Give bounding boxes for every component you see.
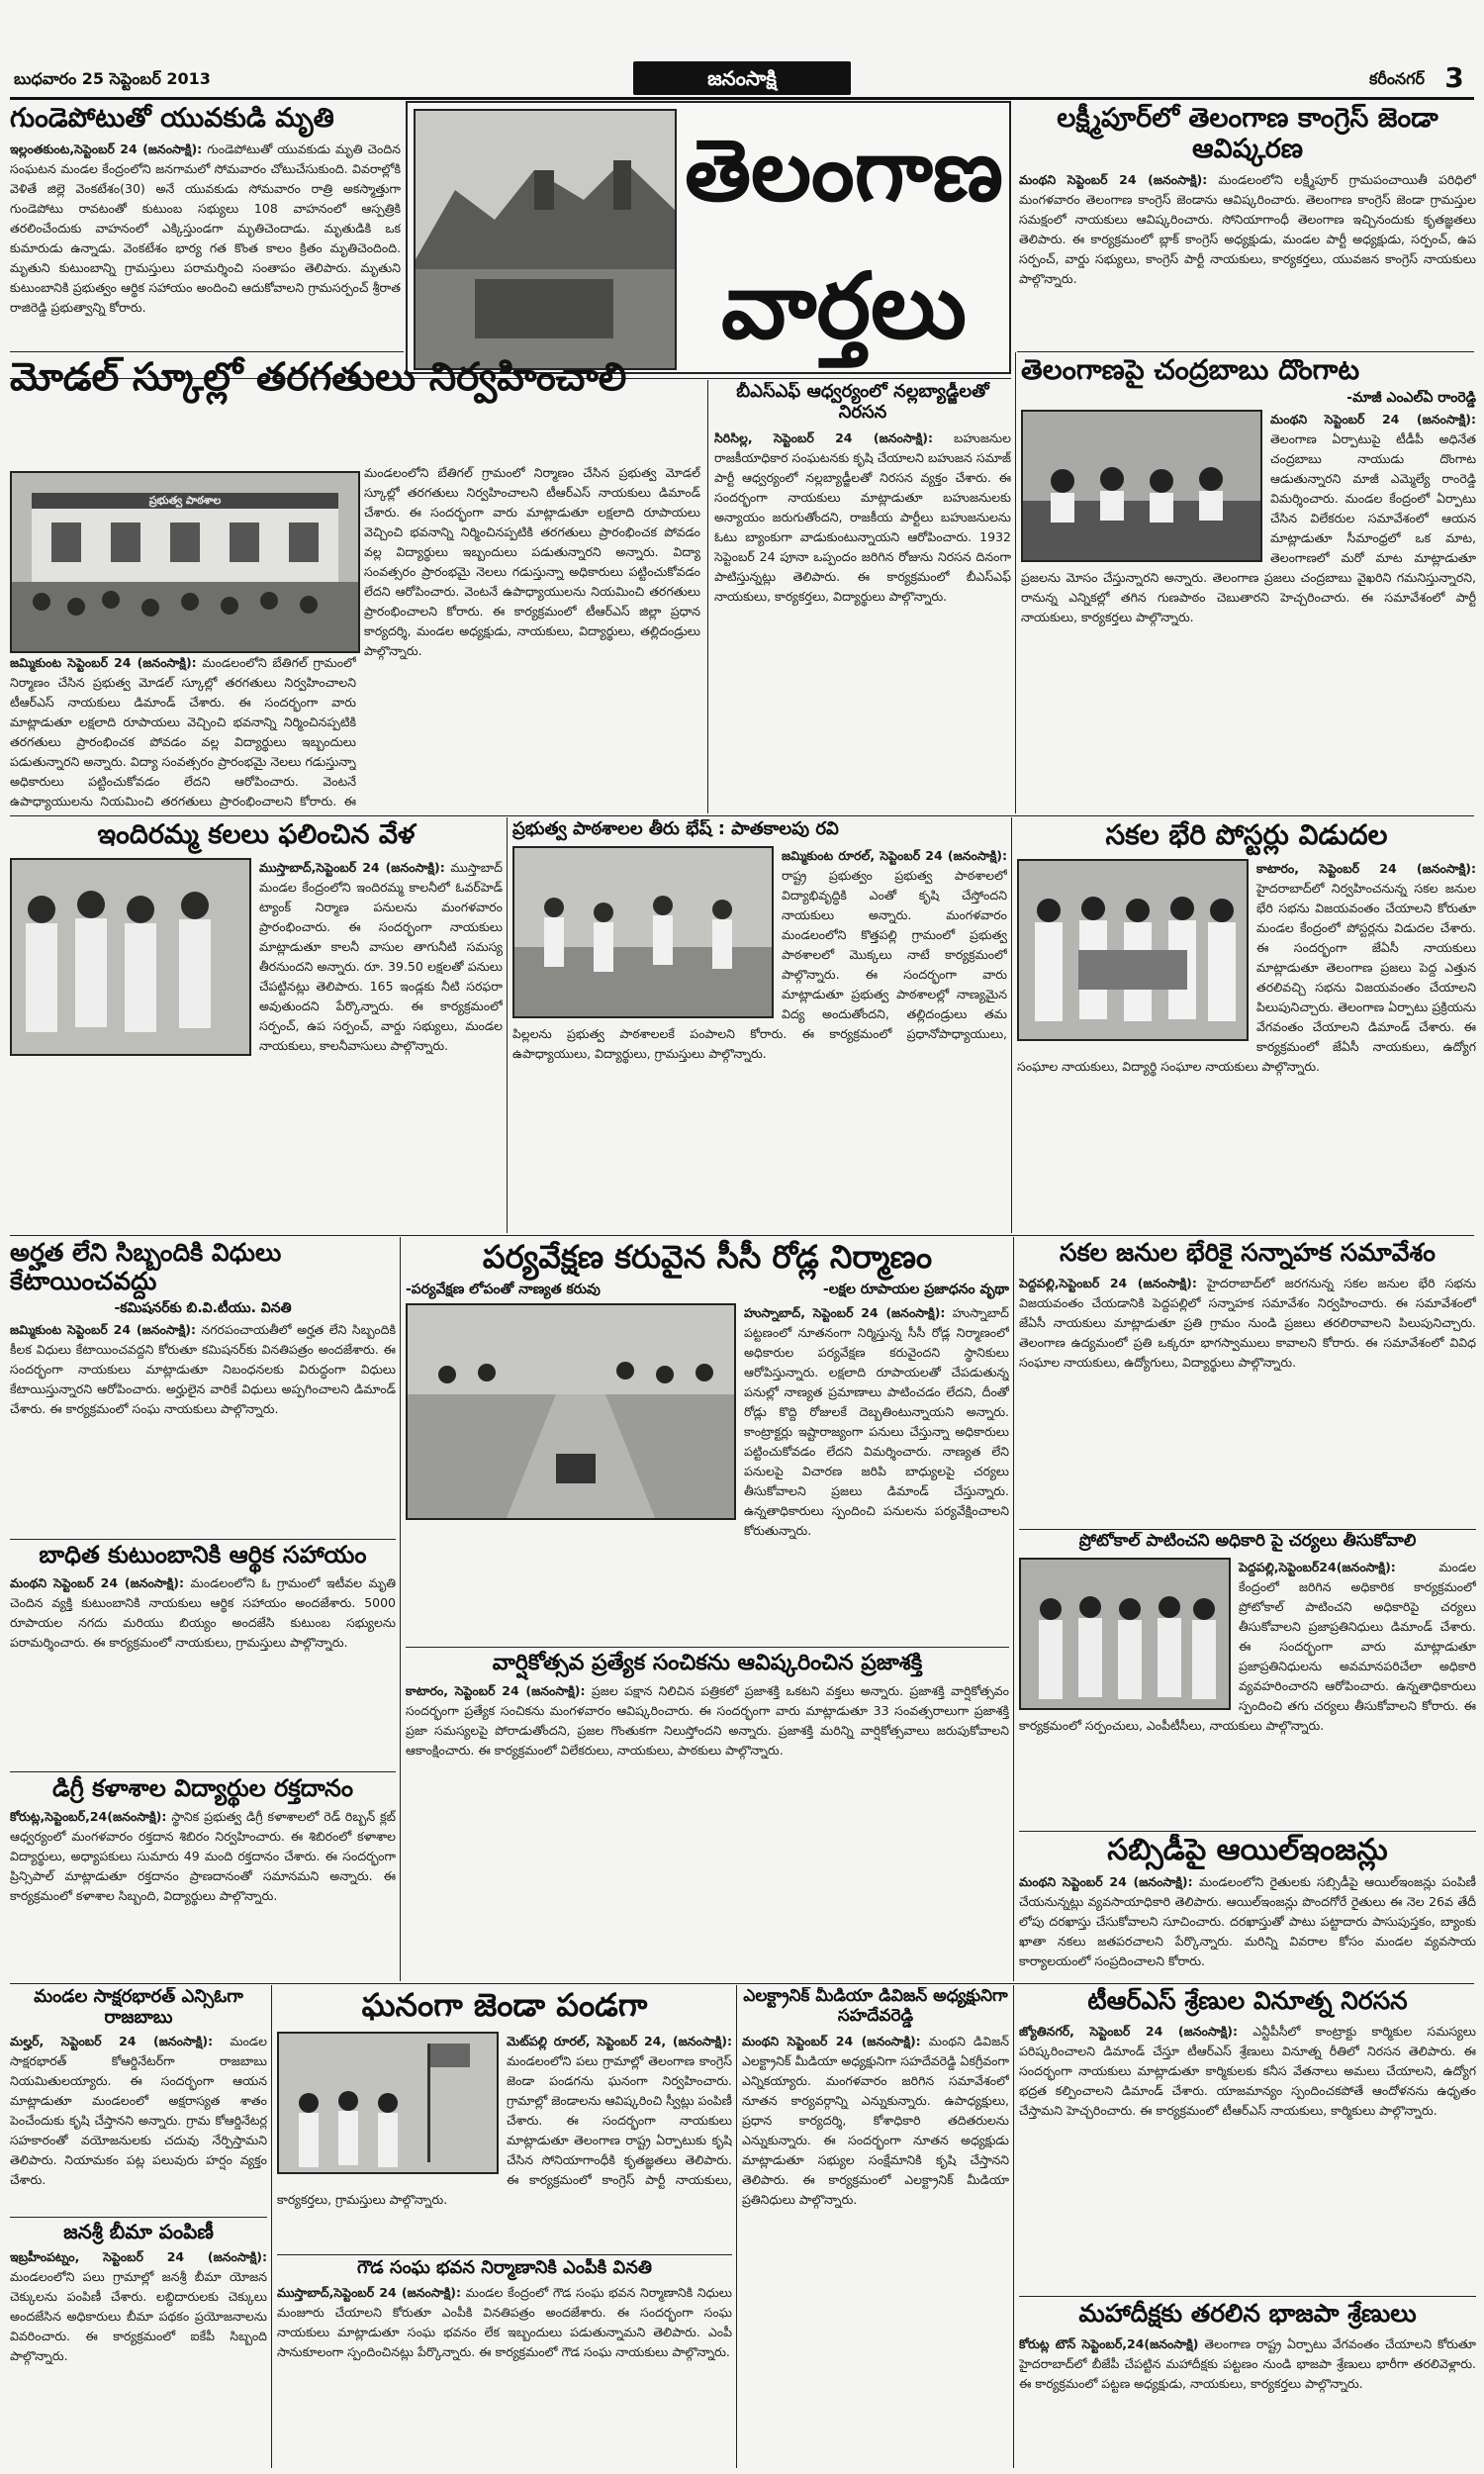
article-body: మండలంలోని బేతిగల్ గ్రామంలో నిర్మాణం చేసిన ప్రభుత్వ మోడల్ స్కూల్లో తరగతులు నిర్వహించాలని టీఆర్ఎస్ నాయకులు డిమాండ్ చేశారు. ఈ సందర్భంగా వారు మాట్లాడుతూ లక్షలాది రూపాయలు వెచ్చించి భవనాన్ని నిర్మించినప్పటికి తరగతులు ప్రారంభించక పోవడం వల్ల విద్యార్థులు ఇబ్బందులు పడుతున్నారని అన్నారు. విద్యా సంవత్సరం ప్రారంభమై నెలలు గడుస్తున్నా అధికారులు పట్టించుకోవడం లేదని ఆరోపించారు. వెంటనే ఉపాధ్యాయులను నియమించి తరగతులు ప్రారంభించాలని కోరారు. ఈ కార్యక్రమంలో టీఆర్ఎస్ జిల్లా ప్రధాన కార్యదర్శి, మండల అధ్యక్షుడు, నాయకులు, విద్యార్థులు, తల్లిదండ్రులు పాల్గొన్నారు. xyxy=(364,465,700,658)
dateline: మంథని సెప్టెంబర్ 24 (జనంసాక్షి): xyxy=(1270,412,1476,428)
column-rule xyxy=(1013,1237,1014,1981)
photo-sign: ప్రభుత్వ పాఠశాల xyxy=(148,494,222,507)
fort-photo xyxy=(414,109,677,370)
rule xyxy=(1019,1529,1476,1530)
rule xyxy=(406,1647,1009,1648)
page-number: 3 xyxy=(1444,61,1464,94)
feature-line1: తెలంగాణ xyxy=(685,121,1003,221)
article-body: స్థానిక ప్రభుత్వ డిగ్రీ కళాశాలలో రెడ్ రిబ్బన్ క్లబ్ ఆధ్వర్యంలో మంగళవారం రక్తదాన శిబిరం నిర్వహించారు. ఈ శిబిరంలో కళాశాల విద్యార్థులు, అధ్యాపకులు సుమారు 49 మంది రక్తదానం చేశారు. ఈ సందర్భంగా ప్రిన్సిపాల్ మాట్లాడుతూ రక్తదానం ప్రాణదానంతో సమానమని అన్నారు. ఈ కార్యక్రమంలో కళాశాల సిబ్బంది, విద్యార్థులు పాల్గొన్నారు. xyxy=(10,1808,396,1903)
article-sakshara-bharat xyxy=(10,1987,267,2215)
headline: ఇందిరమ్మ కలలు ఫలించిన వేళ xyxy=(97,819,416,850)
subheadline: -కమిషనర్‌కు బి.వి.టీయు. వినతి xyxy=(114,1299,292,1316)
article-govt-schools xyxy=(512,819,1007,1233)
column-rule xyxy=(1013,1985,1014,2468)
article-body: హైదరాబాద్‌లో నిర్వహించనున్న సకల జనుల భేరి సభను విజయవంతం చేయాలని కోరుతూ మండల కేంద్రంలో పోస్టర్లను విడుదల చేశారు. ఈ సందర్భంగా జేఏసీ నాయకులు మాట్లాడుతూ తెలంగాణ ప్రజలు పెద్ద ఎత్తున తరలివచ్చి సభను విజయవంతం చేయాలని పిలుపునిచ్చారు. తెలంగాణ ఏర్పాటు ప్రక్రియను వేగవంతం చేయాలని డిమాండ్ చేశారు. ఈ కార్యక్రమంలో జేఏసీ నాయకులు, ఉద్యోగ సంఘాల నాయకులు, విద్యార్థి సంఘాల నాయకులు పాల్గొన్నారు. xyxy=(1017,881,1476,1075)
subheadline: -పర్యవేక్షణ లోపంతో నాణ్యత కరువు xyxy=(406,1281,601,1297)
article-blood-donation xyxy=(10,1775,396,1981)
headline: సకల భేరి పోస్టర్లు విడుదల xyxy=(1105,819,1388,851)
article-cc-roads xyxy=(406,1239,1009,1645)
dateline: హుస్నాబాద్, సెప్టెంబర్ 24 (జనంసాక్షి): xyxy=(744,1304,946,1320)
road-construction-photo xyxy=(406,1303,736,1520)
article-body: మంథని డివిజన్ ఎలక్ట్రానిక్ మీడియా అధ్యక్షునిగా సహదేవరెడ్డి ఏకగ్రీవంగా ఎన్నికయ్యారు. మంగళవారం జరిగిన సమావేశంలో నూతన కార్యవర్గాన్ని ఎన్నుకున్నారు. ఉపాధ్యక్షులు, ప్రధాన కార్యదర్శి, కోశాధికారి తదితరులను ఎన్నుకున్నారు. ఈ సందర్భంగా నూతన అధ్యక్షుడు మాట్లాడుతూ సభ్యుల సంక్షేమానికి కృషి చేస్తానని తెలిపారు. ఈ కార్యక్రమంలో ఎలక్ట్రానిక్ మీడియా ప్రతినిధులు పాల్గొన్నారు. xyxy=(742,2034,1009,2208)
feature-line2: వార్తలు xyxy=(720,252,968,359)
dateline: మంథని సెప్టెంబర్ 24 (జనంసాక్షి): xyxy=(742,2034,921,2049)
article-body: తెలంగాణ ఏర్పాటుపై టీడీపీ అధినేత చంద్రబాబు నాయుడు దొంగాట ఆడుతున్నారని మాజీ ఎమ్మెల్యే రాంరెడ్డి విమర్శించారు. మండల కేంద్రంలో ఏర్పాటు చేసిన విలేకరుల సమావేశంలో ఆయన మాట్లాడుతూ సీమాంధ్రలో ఒక మాట, తెలంగాణలో మరో మాట మాట్లాడుతూ ప్రజలను మోసం చేస్తున్నారని అన్నారు. తెలంగాణ ప్రజలు చంద్రబాబు వైఖరిని గమనిస్తున్నారని, రానున్న ఎన్నికల్లో తగిన గుణపాఠం చెబుతారని హెచ్చరించారు. ఈ సమావేశంలో పార్టీ నాయకులు, కార్యకర్తలు పాల్గొన్నారు. xyxy=(1021,431,1476,625)
headline: టీఆర్ఎస్ శ్రేణుల వినూత్న నిరసన xyxy=(1087,1987,1408,2015)
article-body: మండలంలోని ఓ గ్రామంలో ఇటీవల మృతి చెందిన వ్యక్తి కుటుంబానికి నాయకులు ఆర్థిక సహాయం అందజేశారు. 5000 రూపాయల నగదు మరియు బియ్యం అందజేసి కుటుంబ సభ్యులను పరామర్శించారు. ఈ కార్యక్రమంలో నాయకులు, గ్రామస్తులు పాల్గొన్నారు. xyxy=(10,1574,396,1650)
subheadline: -మాజీ ఎంఎల్ఏ రాంరెడ్డి xyxy=(1346,390,1476,407)
column-rule xyxy=(400,1237,401,1981)
masthead xyxy=(0,0,1484,99)
rule xyxy=(10,1235,1474,1236)
headline: గుండెపోటుతో యువకుడి మృతి xyxy=(10,103,334,134)
indiramma-photo xyxy=(10,858,251,1056)
headline: లక్ష్మీపూర్‌లో తెలంగాణ కాంగ్రెస్ జెండా ఆవిష్కరణ xyxy=(1057,103,1438,165)
masthead-date: బుధవారం 25 సెప్టెంబర్ 2013 xyxy=(14,69,211,88)
headline: తెలంగాణపై చంద్రబాబు దొంగాట xyxy=(1021,354,1360,386)
article-flag-festival xyxy=(277,1987,732,2252)
article-body: హుస్నాబాద్ పట్టణంలో నూతనంగా నిర్మిస్తున్న సీసీ రోడ్ల నిర్మాణంలో అధికారుల పర్యవేక్షణ కరువైందని స్థానికులు ఆరోపిస్తున్నారు. లక్షలాది రూపాయలతో చేపడుతున్న పనుల్లో నాణ్యత ప్రమాణాలు పాటించడం లేదని, దీంతో రోడ్లు కొద్ది రోజులకే దెబ్బతింటున్నాయని అన్నారు. కాంట్రాక్టర్లు ఇష్టారాజ్యంగా పనులు చేస్తున్నా అధికారులు పట్టించుకోవడం లేదని విమర్శించారు. నాణ్యత లేని పనులపై విచారణ జరిపి బాధ్యులపై చర్యలు తీసుకోవాలని ప్రజలు డిమాండ్ చేస్తున్నారు. ఉన్నతాధికారులు స్పందించి పనులను పర్యవేక్షించాలని కోరుతున్నారు. xyxy=(744,1304,1009,1538)
masthead-edition: కరీంనగర్ xyxy=(1368,69,1425,88)
article-gouda-bhavan xyxy=(277,2258,732,2468)
article-bjp-mahadeeksha xyxy=(1019,2300,1476,2468)
rule xyxy=(1019,2296,1476,2297)
dateline: జ్యోతినగర్, సెప్టెంబర్ 24 (జనంసాక్షి): xyxy=(1019,2023,1238,2039)
article-financial-aid xyxy=(10,1542,396,1769)
headline: అర్హత లేని సిబ్బందికి విధులు కేటాయించవద్దు xyxy=(10,1239,282,1295)
article-body: మండల సాక్షరభారత్ కోఆర్డినేటర్‌గా రాజబాబు నియమితులయ్యారు. ఈ సందర్భంగా ఆయన మాట్లాడుతూ మండలంలో అక్షరాస్యత శాతం పెంచేందుకు కృషి చేస్తానని అన్నారు. గ్రామ కోఆర్డినేటర్ల సహకారంతో వయోజనులకు చదువు నేర్పిస్తామని తెలిపారు. నియామకం పట్ల పలువురు హర్షం వ్యక్తం చేశారు. xyxy=(10,2034,267,2188)
dateline: జమ్మికుంట సెప్టెంబర్ 24 (జనంసాక్షి): xyxy=(10,1321,196,1337)
article-model-school-col2 xyxy=(364,463,700,813)
column-rule xyxy=(1011,817,1012,1233)
rule xyxy=(10,1539,396,1540)
rule xyxy=(277,2254,732,2255)
article-body: మండలంలోని పలు గ్రామాల్లో జనశ్రీ బీమా యోజన చెక్కులను పంపిణీ చేశారు. లబ్ధిదారులకు చెక్కులు అందజేసిన అధికారులు బీమా పథకం ప్రయోజనాలను వివరించారు. ఈ కార్యక్రమంలో ఐకేపీ సిబ్బంది పాల్గొన్నారు. xyxy=(10,2269,267,2363)
headline: ఘనంగా జెండా పండగా xyxy=(361,1987,648,2024)
paper-logo xyxy=(633,61,851,95)
dateline: పెద్దపల్లి,సెప్టెంబర్ 24 (జనంసాక్షి): xyxy=(1019,1275,1197,1290)
article-protocol xyxy=(1019,1532,1476,1829)
press-meet-photo xyxy=(1021,410,1262,562)
dateline: మంథని సెప్టెంబర్ 24 (జనంసాక్షి): xyxy=(1019,172,1208,188)
headline: మోడల్ స్కూల్లో తరగతులు నిర్వహించాలి xyxy=(10,355,627,400)
dateline: కోరుట్ల,సెప్టెంబర్,24(జనంసాక్షి): xyxy=(10,1808,167,1824)
headline: మహాదీక్షకు తరలిన భాజపా శ్రేణులు xyxy=(1078,2300,1417,2328)
dateline: మెట్‌పల్లి రూరల్, సెప్టెంబర్ 24, (జనంసాక్షి): xyxy=(507,2033,732,2048)
headline: ఎలక్ట్రానిక్ మీడియా డివిజన్ అధ్యక్షునిగా సహదేవరెడ్డి xyxy=(743,1987,1008,2026)
rule xyxy=(10,2217,267,2218)
article-bheri-posters xyxy=(1017,819,1476,1233)
article-body: మండలంలోని రైతులకు సబ్సిడీపై ఆయిల్ఇంజన్లు పంపిణీ చేయనున్నట్లు వ్యవసాయాధికారి తెలిపారు. ఆయిల్ఇంజన్లు పొందగోరే రైతులు ఈ నెల 26వ తేదీ లోపు దరఖాస్తు చేసుకోవాలని సూచించారు. దరఖాస్తుతో పాటు పట్టాదారు పాసుపుస్తకం, బ్యాంకు ఖాతా నకలు జతపరచాలని పేర్కొన్నారు. మరిన్ని వివరాల కోసం మండల వ్యవసాయ కార్యాలయంలో సంప్రదించాలని కోరారు. xyxy=(1019,1873,1476,1968)
flag-festival-photo xyxy=(277,2032,499,2174)
article-bsf-protest xyxy=(714,382,1011,813)
article-electronic-media xyxy=(742,1987,1009,2468)
column-rule xyxy=(1015,352,1016,813)
rule xyxy=(1017,351,1474,352)
headline: జనశ్రీ బీమా పంపిణీ xyxy=(63,2221,214,2243)
dateline: సిరిసిల్ల, సెప్టెంబర్ 24 (జనంసాక్షి): xyxy=(714,430,933,446)
article-body: బహుజనుల రాజకీయాధికార సంఘటనకు కృషి చేయాలని బహుజన సమాజ్ పార్టీ ఆధ్వర్యంలో నల్లబ్యాడ్జీలతో నిరసన వ్యక్తం చేశారు. ఈ సందర్భంగా నాయకులు మాట్లాడుతూ బహుజనులకు అన్యాయం జరుగుతోందని, రాజకీయ పార్టీలు బహుజనులను ఓటు బ్యాంకుగా వాడుకుంటున్నాయని ఆరోపించారు. 1932 సెప్టెంబర్ 24 పూనా ఒప్పందం జరిగిన రోజును నిరసన దినంగా పాటిస్తున్నట్లు తెలిపారు. ఈ కార్యక్రమంలో బీఎస్ఎఫ్ నాయకులు, కార్యకర్తలు, విద్యార్థులు పాల్గొన్నారు. xyxy=(714,430,1011,605)
article-trs-protest xyxy=(1019,1987,1476,2294)
headline: బీఎస్ఎఫ్ ఆధ్వర్యంలో నల్లబ్యాడ్జీలతో నిరసన xyxy=(736,382,989,423)
article-body: మండల కేంద్రంలో గౌడ సంఘ భవన నిర్మాణానికి నిధులు మంజూరు చేయాలని కోరుతూ ఎంపీకి వినతిపత్రం అందజేశారు. ఈ సందర్భంగా సంఘ నాయకులు మాట్లాడుతూ సంఘ భవనం లేక ఇబ్బందులు పడుతున్నామని తెలిపారు. ఎంపీ సానుకూలంగా స్పందించినట్లు పేర్కొన్నారు. ఈ కార్యక్రమంలో గౌడ సంఘ నాయకులు పాల్గొన్నారు. xyxy=(277,2284,732,2359)
article-janasri-bima xyxy=(10,2221,267,2468)
dateline: కాటారం, సెప్టెంబర్ 24 (జనంసాక్షి): xyxy=(1256,861,1476,877)
article-body: నగరపంచాయతీలో అర్హత లేని సిబ్బందికి కీలక విధులు కేటాయించవద్దని కోరుతూ కమిషనర్‌కు వినతిపత్రం అందజేశారు. ఈ సందర్భంగా నాయకులు మాట్లాడుతూ నిబంధనలకు విరుద్ధంగా విధులు కేటాయిస్తున్నారని ఆరోపించారు. అర్హులైన వారికే విధులు అప్పగించాలని డిమాండ్ చేశారు. ఈ కార్యక్రమంలో సంఘ నాయకులు పాల్గొన్నారు. xyxy=(10,1321,396,1416)
school-photo xyxy=(10,471,360,653)
article-oil-engines xyxy=(1019,1834,1476,1981)
dateline: ముస్తాబాద్,సెప్టెంబర్ 24 (జనంసాక్షి): xyxy=(259,860,445,876)
rule xyxy=(10,1983,1474,1984)
article-body: ముస్తాబాద్ మండల కేంద్రంలోని ఇందిరమ్మ కాలనీలో ఓవర్‌హెడ్ ట్యాంక్ నిర్మాణ పనులను మంగళవారం ప్రారంభించారు. ఈ సందర్భంగా నాయకులు మాట్లాడుతూ కాలనీ వాసుల తాగునీటి సమస్య తీరనుందని అన్నారు. రూ. 39.50 లక్షలతో పనులు చేపట్టినట్లు తెలిపారు. 165 ఇండ్లకు నీటి సరఫరా అవుతుందని పేర్కొన్నారు. ఈ కార్యక్రమంలో సర్పంచ్, ఉప సర్పంచ్, వార్డు సభ్యులు, మండల నాయకులు, కాలనీవాసులు పాల్గొన్నారు. xyxy=(259,860,503,1054)
rule xyxy=(1019,1831,1476,1832)
rule xyxy=(10,1771,396,1772)
article-body: మండలంలోని బేతిగల్ గ్రామంలో నిర్మాణం చేసిన ప్రభుత్వ మోడల్ స్కూల్లో తరగతులు నిర్వహించాలని టీఆర్ఎస్ నాయకులు డిమాండ్ చేశారు. ఈ సందర్భంగా వారు మాట్లాడుతూ లక్షలాది రూపాయలు వెచ్చించి భవనాన్ని నిర్మించినప్పటికి తరగతులు ప్రారంభించక పోవడం వల్ల విద్యార్థులు ఇబ్బందులు పడుతున్నారని అన్నారు. విద్యా సంవత్సరం ప్రారంభమై నెలలు గడుస్తున్నా అధికారులు పట్టించుకోవడం లేదని ఆరోపించారు. వెంటనే ఉపాధ్యాయులను నియమించి తరగతులు ప్రారంభించాలని కోరారు. ఈ xyxy=(10,655,356,809)
rule xyxy=(10,815,1474,816)
column-rule xyxy=(736,1985,737,2468)
masthead-rule xyxy=(10,97,1474,100)
article-bheri-meeting xyxy=(1019,1239,1476,1526)
column-rule xyxy=(271,1985,272,2468)
article-unqualified-staff xyxy=(10,1239,396,1536)
article-model-school-body xyxy=(10,653,356,813)
article-body: రాష్ట్ర ప్రభుత్వం ప్రభుత్వ పాఠశాలలో విద్యాభివృద్ధికి ఎంతో కృషి చేస్తోందని నాయకులు అన్నారు. మంగళవారం మండలంలోని కొత్తపల్లి గ్రామంలో ప్రభుత్వ పాఠశాలలో మొక్కలు నాటే కార్యక్రమంలో పాల్గొన్నారు. ఈ సందర్భంగా వారు మాట్లాడుతూ ప్రభుత్వ పాఠశాలల్లో నాణ్యమైన విద్య అందుతోందని, తల్లిదండ్రులు తమ పిల్లలను ప్రభుత్వ పాఠశాలలకే పంపాలని కోరారు. ఈ కార్యక్రమంలో ప్రధానోపాధ్యాయులు, ఉపాధ్యాయులు, విద్యార్థులు, గ్రామస్తులు పాల్గొన్నారు. xyxy=(512,867,1007,1061)
article-body: మండలంలోని లక్ష్మీపూర్ గ్రామపంచాయితీ పరిధిలో మంగళవారం తెలంగాణ కాంగ్రెస్ జెండాను ఆవిష్కరించారు. తెలంగాణ కాంగ్రెస్ జెండా గ్రామస్తుల సమక్షంలో నాయకులు ఆవిష్కరించారు. సోనియాగాంధీ తెలంగాణ ఇచ్చినందుకు కృతజ్ఞతలు తెలిపారు. ఈ కార్యక్రమంలో బ్లాక్ కాంగ్రెస్ అధ్యక్షుడు, మండల పార్టీ అధ్యక్షుడు, సర్పంచ్, ఉప సర్పంచ్, వార్డు సభ్యులు, కాంగ్రెస్ పార్టీ నాయకులు, కార్యకర్తలు, యువజన కాంగ్రెస్ నాయకులు పాల్గొన్నారు. xyxy=(1019,172,1476,287)
dateline: ముస్తాబాద్,సెప్టెంబర్ 24 (జనంసాక్షి): xyxy=(277,2284,461,2300)
feature-block xyxy=(406,101,1011,374)
headline: సకల జనుల భేరికై సన్నాహక సమావేశం xyxy=(1060,1239,1436,1267)
article-body: మండల కేంద్రంలో జరిగిన అధికారిక కార్యక్రమంలో ప్రోటోకాల్ పాటించని అధికారిపై చర్యలు తీసుకోవాలని ప్రజాప్రతినిధులు డిమాండ్ చేశారు. ఈ సందర్భంగా వారు మాట్లాడుతూ ప్రజాప్రతినిధులను అవమానపరిచేలా అధికారి వ్యవహరించారని ఆరోపించారు. ఉన్నతాధికారులు స్పందించి తగు చర్యలు తీసుకోవాలని కోరారు. ఈ కార్యక్రమంలో సర్పంచులు, ఎంపీటీసీలు, నాయకులు పాల్గొన్నారు. xyxy=(1019,1559,1476,1733)
dateline: జమ్మికుంట సెప్టెంబర్ 24 (జనంసాక్షి): xyxy=(10,655,197,670)
headline: ప్రోటోకాల్ పాటించని అధికారి పై చర్యలు తీసుకోవాలి xyxy=(1078,1532,1417,1551)
article-body: ప్రజల పక్షాన నిలిచిన పత్రికలో ప్రజాశక్తి ఒకటని వక్తలు అన్నారు. ప్రజాశక్తి వార్షికోత్సవం సందర్భంగా ప్రత్యేక సంచికను మంగళవారం ఆవిష్కరించారు. ఈ సందర్భంగా వారు మాట్లాడుతూ 33 సంవత్సరాలుగా ప్రజాశక్తి ప్రజా సమస్యలపై పోరాడుతోందని, ప్రజల గొంతుకగా నిలుస్తోందని అన్నారు. ప్రజాశక్తి మరిన్ని వార్షికోత్సవాలు జరుపుకోవాలని ఆకాంక్షించారు. ఈ కార్యక్రమంలో విలేకరులు, నాయకులు, పాఠకులు పాల్గొన్నారు. xyxy=(406,1683,1009,1759)
article-congress-flag-laxmipur xyxy=(1019,103,1476,350)
column-rule xyxy=(507,817,508,1233)
article-prajasakti xyxy=(406,1651,1009,1981)
dateline: జమ్మికుంట రూరల్, సెప్టెంబర్ 24 (జనంసాక్షి): xyxy=(782,847,1007,863)
dateline: మల్హర్, సెప్టెంబర్ 24 (జనంసాక్షి): xyxy=(10,2034,214,2049)
article-chandrababu xyxy=(1021,354,1476,813)
protocol-photo xyxy=(1019,1558,1231,1710)
headline: మండల సాక్షరభారత్ ఎన్సిఓగా రాజబాబు xyxy=(34,1987,243,2028)
dateline: కాటారం, సెప్టెంబర్ 24 (జనంసాక్షి): xyxy=(406,1683,586,1699)
article-body: తెలంగాణ రాష్ట్ర ఏర్పాటు వేగవంతం చేయాలని కోరుతూ హైదరాబాద్‌లో బీజేపీ చేపట్టిన మహాదీక్షకు పట్టణం నుండి భాజపా శ్రేణులు భారీగా తరలివెళ్లారు. ఈ కార్యక్రమంలో పట్టణ అధ్యక్షుడు, నాయకులు, కార్యకర్తలు పాల్గొన్నారు. xyxy=(1019,2335,1476,2391)
dateline: పెద్దపల్లి,సెప్టెంబర్24(జనంసాక్షి): xyxy=(1239,1559,1396,1574)
headline: సబ్సిడీపై ఆయిల్ఇంజన్లు xyxy=(1107,1834,1388,1867)
headline: పర్యవేక్షణ కరువైన సీసీ రోడ్ల నిర్మాణం xyxy=(482,1239,933,1276)
dateline: మంథని సెప్టెంబర్ 24 (జనంసాక్షి): xyxy=(10,1574,185,1590)
article-body: హైదరాబాద్‌లో జరగనున్న సకల జనుల భేరి సభను విజయవంతం చేయడానికి పెద్దపల్లిలో సన్నాహక సమావేశం నిర్వహించారు. ఈ సమావేశంలో జేఏసీ నాయకులు మాట్లాడుతూ ప్రతి గ్రామం నుండి ప్రజలు తరలిరావాలని పిలుపునిచ్చారు. తెలంగాణ ఉద్యమంలో ప్రతి ఒక్కరూ భాగస్వాములు కావాలని కోరారు. ఈ సమావేశంలో వివిధ సంఘాల నాయకులు, ఉద్యోగులు, విద్యార్థులు పాల్గొన్నారు. xyxy=(1019,1275,1476,1370)
dateline: మంథని సెప్టెంబర్ 24 (జనంసాక్షి): xyxy=(1019,1873,1193,1889)
headline: డిగ్రీ కళాశాల విద్యార్థుల రక్తదానం xyxy=(51,1775,354,1802)
dateline: ఇబ్రహీంపట్నం, సెప్టెంబర్ 24 (జనంసాక్షి): xyxy=(10,2249,267,2264)
headline: బాధిత కుటుంబానికి ఆర్థిక సహాయం xyxy=(39,1542,367,1569)
headline: గౌడ సంఘ భవన నిర్మాణానికి ఎంపీకి వినతి xyxy=(357,2258,652,2278)
headline: ప్రభుత్వ పాఠశాలల తీరు భేష్ : పాతకాలపు రవి xyxy=(512,819,839,839)
paper-name: జనంసాక్షి xyxy=(707,66,777,90)
column-rule xyxy=(707,380,708,813)
article-body: మండలంలోని పలు గ్రామాల్లో తెలంగాణ కాంగ్రెస్ జెండా పండగను ఘనంగా నిర్వహించారు. గ్రామాల్లో జెండాలను ఆవిష్కరించి స్వీట్లు పంపిణీ చేశారు. ఈ సందర్భంగా నాయకులు మాట్లాడుతూ తెలంగాణ రాష్ట్ర ఏర్పాటుకు కృషి చేసిన సోనియాగాంధీకి కృతజ్ఞతలు తెలిపారు. ఈ కార్యక్రమంలో కాంగ్రెస్ పార్టీ నాయకులు, కార్యకర్తలు, గ్రామస్తులు పాల్గొన్నారు. xyxy=(277,2052,732,2207)
poster-release-photo xyxy=(1017,859,1249,1041)
subheadline: -లక్షల రూపాయల ప్రజాధనం వృథా xyxy=(822,1281,1009,1297)
dateline: కోరుట్ల టౌన్ సెప్టెంబర్,24(జనంసాక్షి) xyxy=(1019,2335,1199,2351)
article-body: గుండెపోటుతో యువకుడు మృతి చెందిన సంఘటన మండల కేంద్రంలోని జనగామలో సోమవారం చోటుచేసుకుంది. వివరాల్లోకి వెళితే జిల్లె వెంకటేశం(30) అనే యువకుడు సోమవారం రాత్రి అకస్మాత్తుగా గుండెపోటు రావటంతో కుటుంబ సభ్యులు 108 వాహనంలో ఆస్పత్రికి తరలించేందుకు వాహనంలో ఎక్కిస్తుండగా మృతిచెందాడు. మృతుడికి ఒక కుమారుడు ఉన్నాడు. వెంకటేశం భార్య గత కొంత కాలం క్రితం మృతిచెందింది. మృతుని కుటుంబాన్ని గ్రామస్తులు పరామర్శించి సంతాపం తెలిపారు. మృతుని కుటుంబానికి ప్రభుత్వం ఆర్థిక సహాయం అందించి ఆదుకోవాలని గ్రామసర్పంచ్ శ్రీరాత రాజిరెడ్డి ప్రభుత్వాన్ని కోరారు. xyxy=(10,142,401,316)
article-indiramma xyxy=(10,819,503,1233)
headline: వార్షికోత్సవ ప్రత్యేక సంచికను ఆవిష్కరించిన ప్రజాశక్తి xyxy=(492,1651,923,1675)
plantation-photo xyxy=(512,846,774,1018)
article-body: ఎన్టీపీసీలో కాంట్రాక్టు కార్మికుల సమస్యలు పరిష్కరించాలని డిమాండ్ చేస్తూ టీఆర్ఎస్ శ్రేణులు వినూత్న రీతిలో నిరసన తెలిపారు. ఈ సందర్భంగా నాయకులు మాట్లాడుతూ కార్మికులకు కనీస వేతనాలు అమలు చేయాలని, ఉద్యోగ భద్రత కల్పించాలని డిమాండ్ చేశారు. యాజమాన్యం స్పందించకపోతే ఆందోళనను ఉధృతం చేస్తామని హెచ్చరించారు. ఈ కార్యక్రమంలో టీఆర్ఎస్ నాయకులు, కార్మికులు పాల్గొన్నారు. xyxy=(1019,2023,1476,2118)
article-youth-death xyxy=(10,103,401,350)
dateline: ఇల్లంతకుంట,సెప్టెంబర్ 24 (జనంసాక్షి): xyxy=(10,142,203,157)
